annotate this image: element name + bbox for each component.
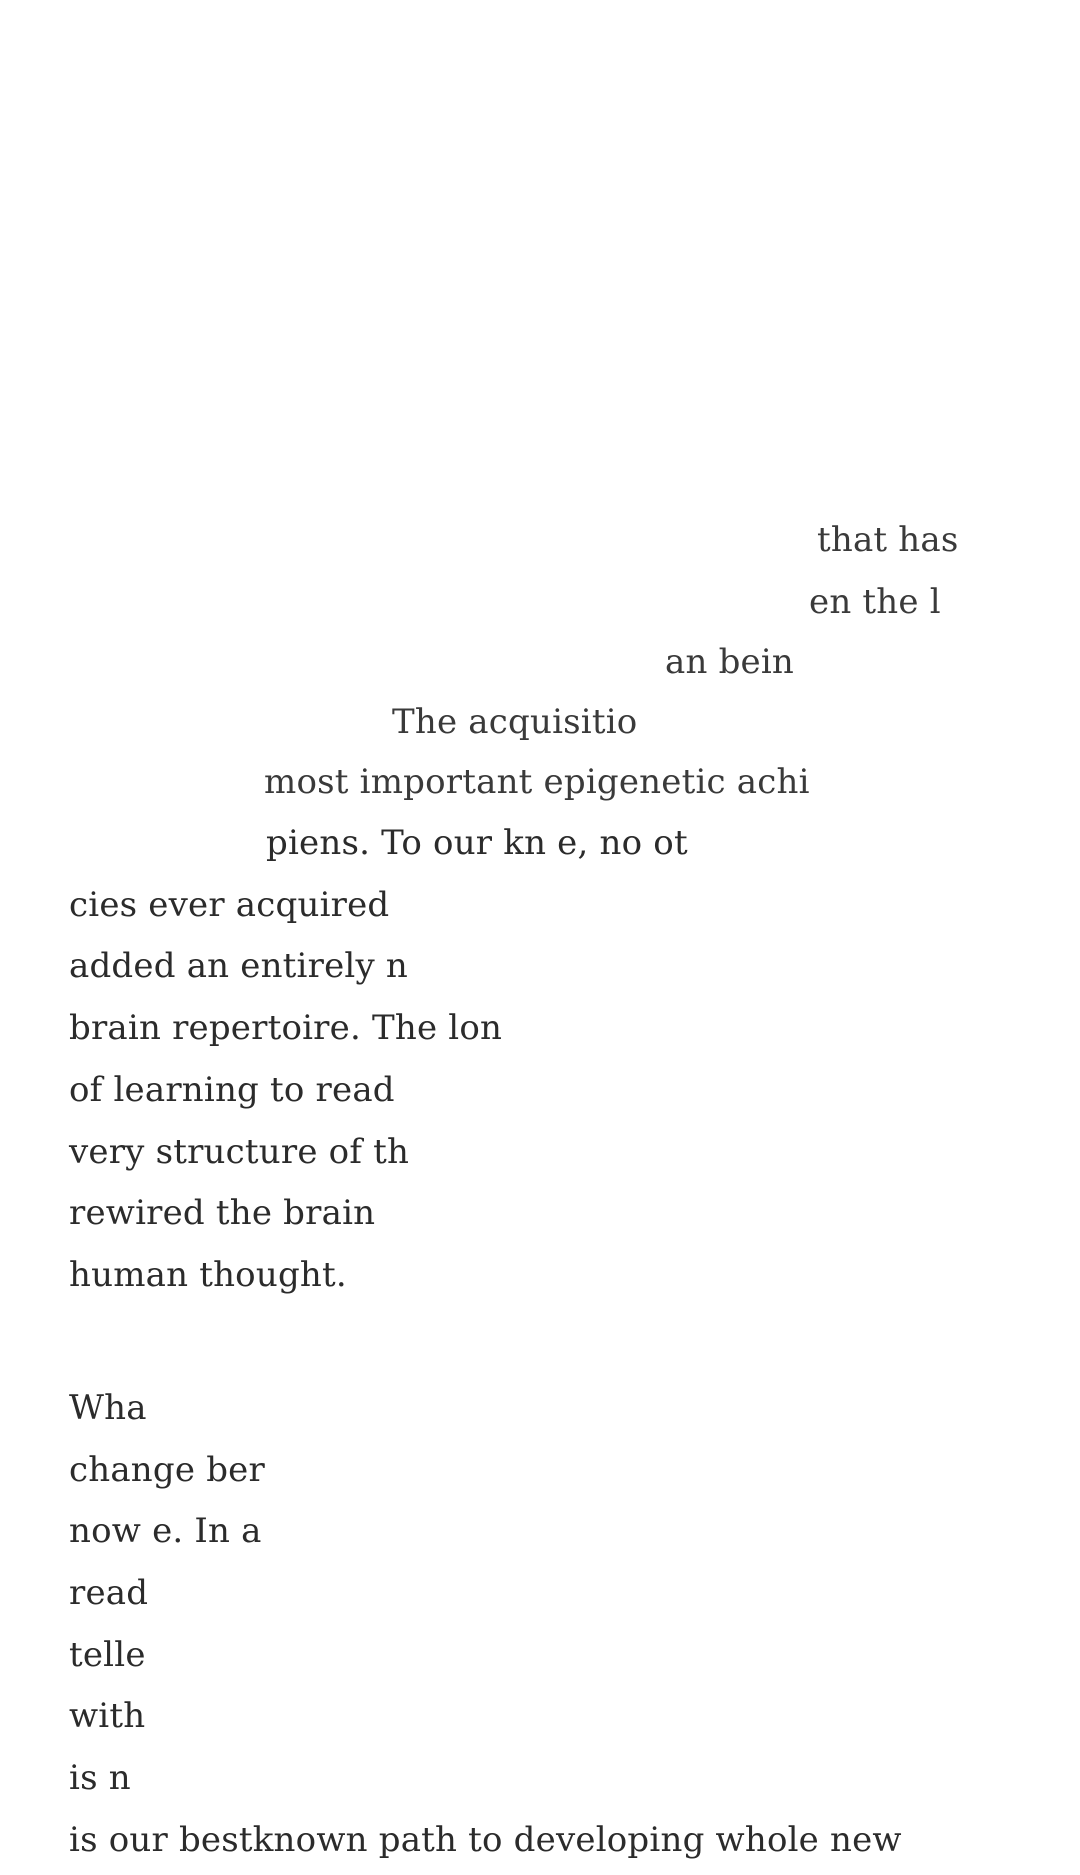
text-line: with — [69, 1696, 146, 1736]
text-line: is our bestknown path to developing whole new — [69, 1820, 902, 1860]
text-line: telle — [69, 1635, 146, 1675]
text-line: change ber — [69, 1450, 265, 1490]
text-line: rewired the brain — [69, 1193, 376, 1233]
text-line: very structure of th — [69, 1132, 410, 1172]
text-line: now e. In a — [69, 1511, 262, 1551]
text-line: Wha — [69, 1388, 147, 1428]
text-line: piens. To our kn e, no ot — [266, 823, 688, 863]
text-line: cies ever acquired — [69, 885, 390, 925]
text-line: en the l — [809, 582, 941, 622]
text-line: human thought. — [69, 1255, 347, 1295]
text-line: that has — [817, 520, 959, 560]
text-line: The acquisitio — [392, 702, 638, 742]
text-line: added an entirely n — [69, 946, 408, 986]
text-line: an bein — [665, 642, 795, 682]
text-line: brain repertoire. The lon — [69, 1008, 503, 1048]
text-line: read — [69, 1573, 149, 1613]
text-line: is n — [69, 1758, 131, 1798]
text-line: of learning to read — [69, 1070, 395, 1110]
text-line: most important epigenetic achi — [264, 762, 810, 802]
